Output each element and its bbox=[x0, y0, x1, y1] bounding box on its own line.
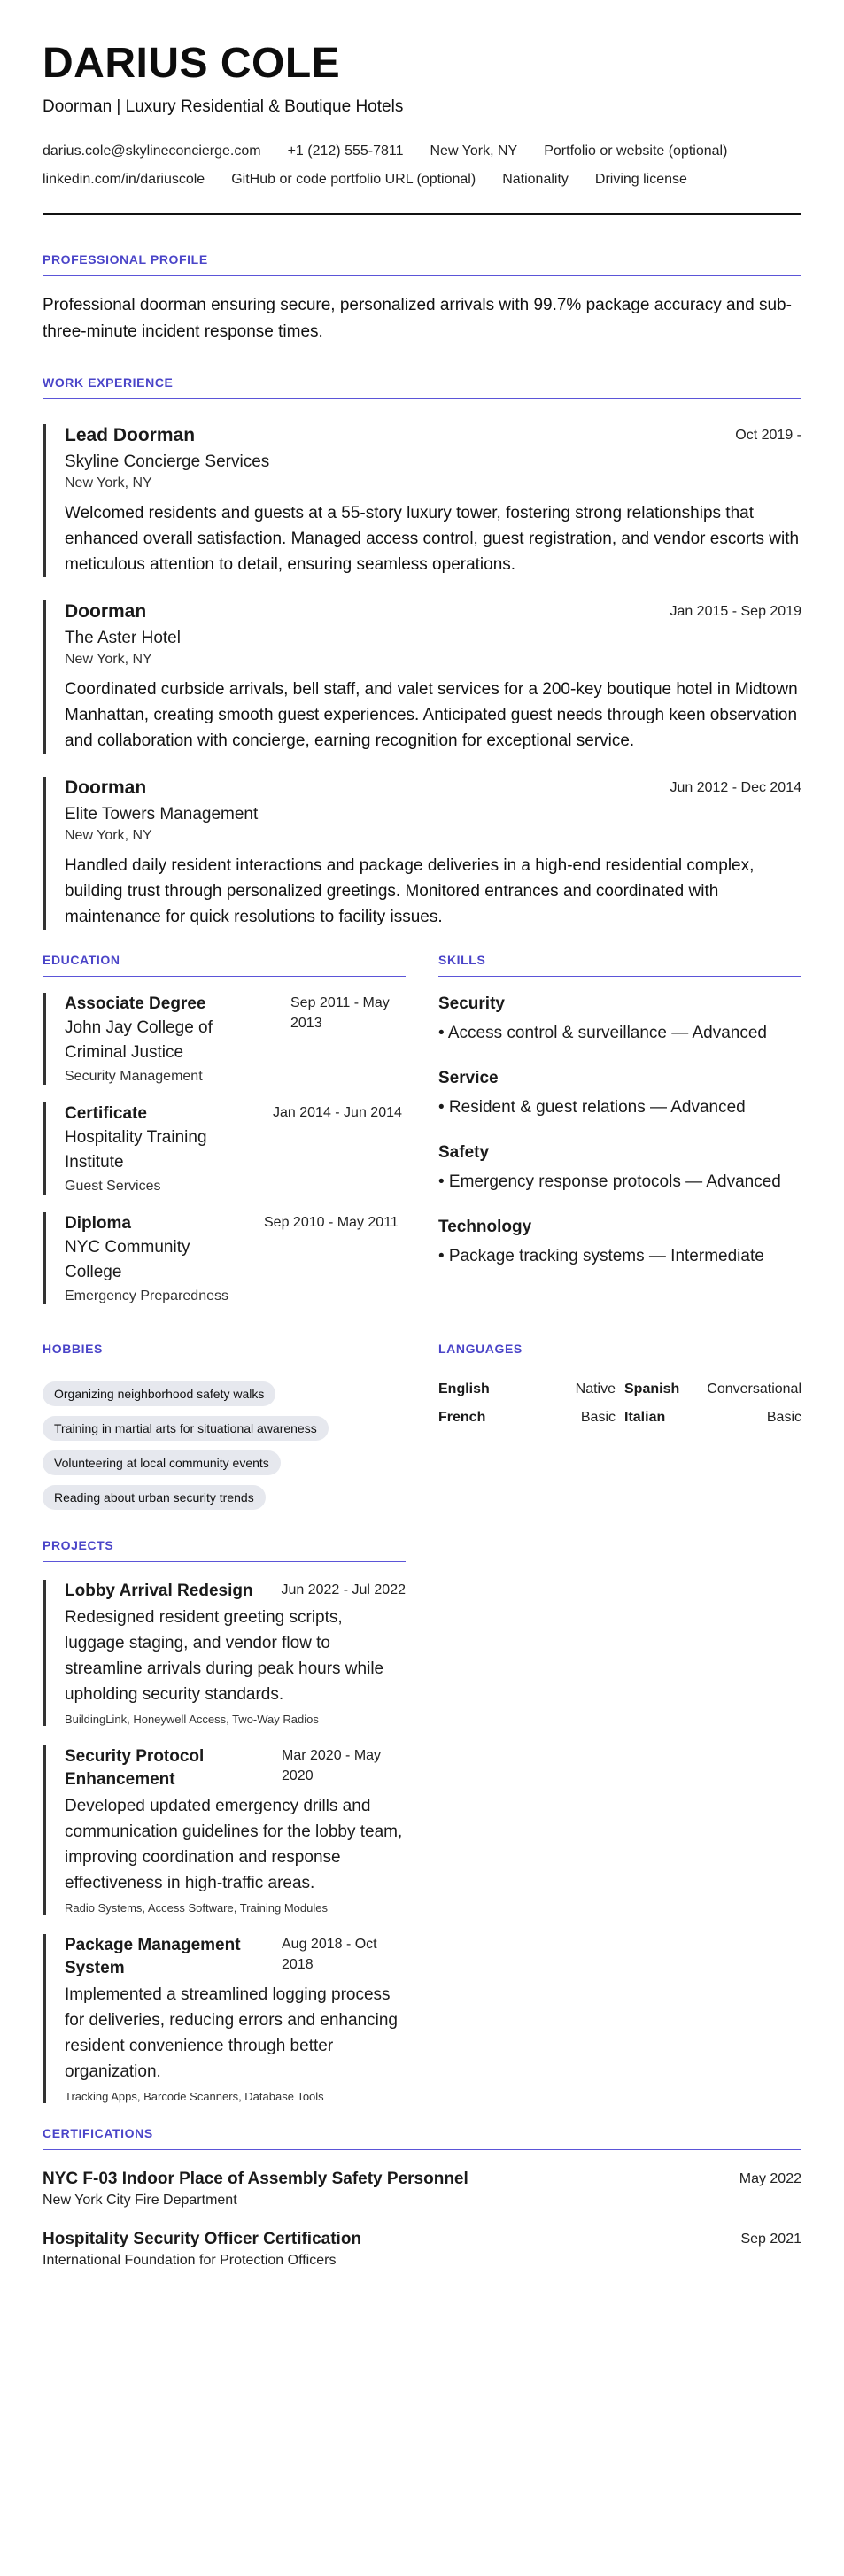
certification-name: NYC F-03 Indoor Place of Assembly Safety Personnel bbox=[43, 2170, 468, 2188]
section-title-skills: SKILLS bbox=[438, 953, 486, 967]
project-date: Jun 2022 - Jul 2022 bbox=[281, 1582, 406, 1597]
hobby-chip: Training in martial arts for situational awareness bbox=[43, 1416, 329, 1441]
language-level: Conversational bbox=[707, 1381, 801, 1396]
candidate-name: DARIUS COLE bbox=[43, 40, 341, 87]
section-divider bbox=[43, 398, 801, 399]
profile-section bbox=[43, 252, 801, 345]
certification-issuer: International Foundation for Protection Officers bbox=[43, 2253, 337, 2268]
job-title: Doorman bbox=[65, 601, 147, 622]
section-title-languages: LANGUAGES bbox=[438, 1342, 523, 1356]
job-entry bbox=[43, 424, 801, 577]
job-location: New York, NY bbox=[65, 476, 152, 491]
hobby-chip: Reading about urban security trends bbox=[43, 1485, 266, 1510]
language-entry bbox=[438, 1381, 616, 1397]
hobby-chip: Volunteering at local community events bbox=[43, 1450, 281, 1475]
section-title-projects: PROJECTS bbox=[43, 1538, 114, 1552]
project-date: Mar 2020 - May 2020 bbox=[282, 1748, 382, 1783]
language-level: Basic bbox=[580, 1410, 616, 1425]
skill-item: • Access control & surveillance — Advanced bbox=[438, 1024, 768, 1042]
job-company: Elite Towers Management bbox=[65, 805, 259, 824]
language-level: Native bbox=[575, 1381, 616, 1396]
project-tools: Radio Systems, Access Software, Training Modules bbox=[65, 1901, 328, 1915]
education-field: Security Management bbox=[65, 1069, 203, 1084]
certification-name: Hospitality Security Officer Certification bbox=[43, 2230, 362, 2248]
section-title-profile: PROFESSIONAL PROFILE bbox=[43, 252, 208, 267]
candidate-subtitle: Doorman | Luxury Residential & Boutique Hotels bbox=[43, 97, 404, 116]
education-field: Guest Services bbox=[65, 1179, 161, 1194]
education-school: John Jay College of Criminal Justice bbox=[65, 1018, 213, 1062]
skill-item: • Resident & guest relations — Advanced bbox=[438, 1098, 746, 1117]
job-date: Jan 2015 - Sep 2019 bbox=[670, 604, 801, 619]
job-date: Oct 2019 - bbox=[735, 428, 801, 443]
job-date: Jun 2012 - Dec 2014 bbox=[670, 780, 801, 795]
job-description: Coordinated curbside arrivals, bell staff, and valet services for a 200-key boutique hotel in Midtown Manhattan, creating smooth guest experiences. Anticipated guest needs through keen observation and collaboration with concierge, earning recognition for exceptional service. bbox=[65, 680, 798, 750]
job-title: Doorman bbox=[65, 777, 147, 798]
project-description: Implemented a streamlined logging process for deliveries, reducing errors and enhancing resident convenience through better organization. bbox=[65, 1985, 398, 2081]
hobbies-languages-row bbox=[43, 1342, 801, 1510]
education-date: Jan 2014 - Jun 2014 bbox=[273, 1105, 402, 1120]
contact-driving-license: Driving license bbox=[594, 172, 687, 187]
certification-entry bbox=[43, 2228, 801, 2269]
certifications-section bbox=[43, 2126, 801, 2269]
skills-section bbox=[438, 953, 801, 1322]
section-divider bbox=[43, 976, 406, 977]
contact-nationality: Nationality bbox=[502, 172, 569, 187]
work-section bbox=[43, 375, 801, 930]
education-degree: Diploma bbox=[65, 1214, 131, 1233]
project-tools: Tracking Apps, Barcode Scanners, Database Tools bbox=[65, 2090, 324, 2103]
skill-category: Service bbox=[438, 1069, 499, 1087]
contact-linkedin[interactable]: linkedin.com/in/dariuscole bbox=[43, 172, 205, 187]
section-divider bbox=[438, 976, 801, 977]
languages-section bbox=[438, 1342, 801, 1510]
project-description: Developed updated emergency drills and communication guidelines for the lobby team, improving coordination and response effectiveness in high-traffic areas. bbox=[65, 1797, 403, 1892]
skill-group bbox=[438, 993, 801, 1046]
certification-issuer: New York City Fire Department bbox=[43, 2193, 237, 2208]
contact-github[interactable]: GitHub or code portfolio URL (optional) bbox=[231, 172, 476, 187]
education-date: Sep 2010 - May 2011 bbox=[264, 1215, 399, 1230]
education-date: Sep 2011 - May 2013 bbox=[290, 995, 390, 1031]
language-entry bbox=[624, 1381, 801, 1397]
contact-location: New York, NY bbox=[430, 143, 518, 159]
project-entry bbox=[43, 1580, 406, 1726]
skill-item: • Package tracking systems — Intermediate bbox=[438, 1247, 764, 1265]
skill-category: Technology bbox=[438, 1218, 532, 1236]
project-title: Lobby Arrival Redesign bbox=[65, 1582, 253, 1600]
section-title-education: EDUCATION bbox=[43, 953, 120, 967]
section-divider bbox=[43, 275, 801, 276]
job-company: Skyline Concierge Services bbox=[65, 453, 270, 471]
project-title: Security Protocol Enhancement bbox=[65, 1747, 205, 1789]
section-divider bbox=[43, 2149, 801, 2150]
language-name: French bbox=[438, 1410, 486, 1425]
skill-category: Safety bbox=[438, 1143, 490, 1162]
skill-category: Security bbox=[438, 994, 505, 1013]
education-entry bbox=[43, 1102, 406, 1195]
contact-portfolio[interactable]: Portfolio or website (optional) bbox=[544, 143, 728, 159]
education-entry bbox=[43, 1212, 406, 1304]
education-section bbox=[43, 953, 406, 1322]
hobby-list bbox=[43, 1381, 406, 1510]
language-name: English bbox=[438, 1381, 490, 1396]
job-location: New York, NY bbox=[65, 828, 152, 843]
language-name: Italian bbox=[624, 1410, 666, 1425]
section-title-certifications: CERTIFICATIONS bbox=[43, 2126, 153, 2140]
section-title-work: WORK EXPERIENCE bbox=[43, 375, 174, 390]
certification-entry bbox=[43, 2168, 801, 2209]
education-degree: Certificate bbox=[65, 1104, 147, 1123]
contact-phone[interactable]: +1 (212) 555-7811 bbox=[287, 143, 404, 159]
education-school: NYC Community College bbox=[65, 1238, 190, 1281]
project-entry bbox=[43, 1934, 406, 2103]
job-company: The Aster Hotel bbox=[65, 629, 181, 647]
job-description: Handled daily resident interactions and package deliveries in a high-end residential complex, building trust through personalized greetings. Monitored entrances and coordinated with maintenance for quick resolutions to facility issues. bbox=[65, 856, 755, 926]
education-school: Hospitality Training Institute bbox=[65, 1128, 207, 1172]
project-date: Aug 2018 - Oct 2018 bbox=[282, 1937, 377, 1972]
profile-summary: Professional doorman ensuring secure, personalized arrivals with 99.7% package accuracy and sub-three-minute incident response times. bbox=[43, 296, 792, 341]
certification-date: Sep 2021 bbox=[740, 2232, 801, 2247]
education-degree: Associate Degree bbox=[65, 994, 206, 1013]
education-skills-row bbox=[43, 953, 801, 1322]
project-entry bbox=[43, 1745, 406, 1915]
hobby-chip: Organizing neighborhood safety walks bbox=[43, 1381, 275, 1406]
contact-email[interactable]: darius.cole@skylineconcierge.com bbox=[43, 143, 261, 159]
skill-group bbox=[438, 1216, 801, 1269]
language-list bbox=[438, 1381, 801, 1426]
education-field: Emergency Preparedness bbox=[65, 1288, 228, 1303]
hobbies-section bbox=[43, 1342, 406, 1510]
project-title: Package Management System bbox=[65, 1936, 241, 1977]
language-level: Basic bbox=[766, 1410, 801, 1425]
header-divider bbox=[43, 213, 801, 215]
contact-list bbox=[43, 143, 801, 188]
language-entry bbox=[624, 1410, 801, 1426]
job-entry bbox=[43, 777, 801, 930]
skill-item: • Emergency response protocols — Advanced bbox=[438, 1172, 781, 1191]
skill-group bbox=[438, 1067, 801, 1120]
project-tools: BuildingLink, Honeywell Access, Two-Way Radios bbox=[65, 1713, 319, 1726]
certification-date: May 2022 bbox=[739, 2171, 801, 2186]
job-entry bbox=[43, 600, 801, 754]
job-location: New York, NY bbox=[65, 652, 152, 667]
resume-header bbox=[43, 40, 801, 215]
projects-section bbox=[43, 1538, 406, 2103]
section-divider bbox=[43, 1561, 406, 1562]
project-description: Redesigned resident greeting scripts, luggage staging, and vendor flow to streamline arrivals during peak hours while upholding security standards. bbox=[65, 1608, 384, 1704]
job-title: Lead Doorman bbox=[65, 425, 196, 445]
language-entry bbox=[438, 1410, 616, 1426]
skill-group bbox=[438, 1141, 801, 1195]
education-entry bbox=[43, 993, 406, 1085]
job-description: Welcomed residents and guests at a 55-story luxury tower, fostering strong relationships that enhanced overall satisfaction. Managed access control, guest registration, and vendor escorts with meticulous attention to detail, ensuring seamless operations. bbox=[65, 504, 800, 574]
language-name: Spanish bbox=[624, 1381, 680, 1396]
section-title-hobbies: HOBBIES bbox=[43, 1342, 103, 1356]
